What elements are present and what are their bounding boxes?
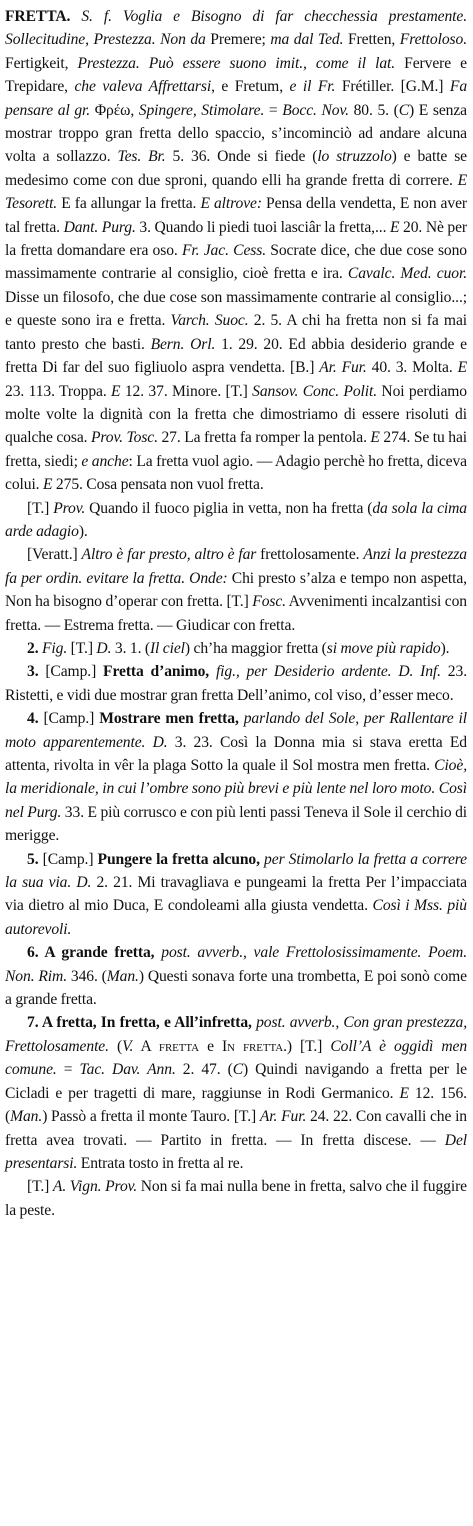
usage-note: [Veratt.] Altro è far presto, altro è far frettolosamente. Anzi la prestezza fa per ordin. evitare la fretta. Onde: Chi presto s’alza e tempo non aspetta, Non ha bisogno d’operar con fretta. [T.] Fosc. Avvenimenti incalzantisi con fretta. — Estrema fretta. — Giudicar con fretta. [5, 546, 467, 634]
sense-2: 2. Fig. [T.] D. 3. 1. (Il ciel) ch’ha maggior fretta (si move più rapido). [27, 639, 450, 657]
closing-proverb: [T.] A. Vign. Prov. Non si fa mai nulla bene in fretta, salvo che il fuggire la peste. [5, 1178, 467, 1219]
entry-definition: FRETTA. S. f. Voglia e Bisogno di far checchessia prestamente. Sollecitudine, Prestezza. Non da Premere; ma dal Ted. Fretten, Frettoloso. Fertigkeit, Prestezza. Può essere suono imit., come il lat. Fervere e Trepidare, che valeva Affrettarsi, e Fretum, e il Fr. Frétiller. [G.M.] Fa pensare al gr. Φρέω, Spingere, Stimolare. = Bocc. Nov. 80. 5. (C) E senza mostrar troppo gran fretta dello spaccio, s’incominciò ad andare alcuna volta a sollazzo. Tes. Br. 5. 36. Onde si fiede (lo struzzolo) e batte se medesimo come con due sproni, quando elli ha grande fretta di correre. E Tesorett. E fa allungar la fretta. E altrove: Pensa della vendetta, E non aver tal fretta. Dant. Purg. 3. Quando li piedi tuoi lasciâr la fretta,... E 20. Nè per la fretta domandare era oso. Fr. Jac. Cess. Socrate dice, che due cose sono massimamente contrarie al consiglio, cioè fretta e ira. Cavalc. Med. cuor. Disse un filosofo, che due cose son massimamente contrarie al consiglio...; e queste sono ira e fretta. Varch. Suoc. 2. 5. A chi ha fretta non si fa mai tanto presto che basti. Bern. Orl. 1. 29. 20. Ed abbia desiderio grande e fretta Di far del suo figliuolo aspra vendetta. [B.] Ar. Fur. 40. 3. Molta. E 23. 113. Troppa. E 12. 37. Minore. [T.] Sansov. Conc. Polit. Noi perdiamo molte volte la dignità con la fretta che dimostriamo di essere risoluti di qualche cosa. Prov. Tosc. 27. La fretta fa romper la pentola. E 274. Se tu hai fretta, siedi; e anche: La fretta vuol agio. — Adagio perchè ho fretta, diceva colui. E 275. Cosa pensata non vuol fretta. [5, 8, 468, 494]
proverb-note: [T.] Prov. Quando il fuoco piglia in vetta, non ha fretta (da sola la cima arde adagio). [5, 499, 467, 540]
sense-4: 4. [Camp.] Mostrare men fretta, parlando del Sole, per Rallentare il moto apparentemente. D. 3. 23. Così la Donna mia si stava eretta Ed attenta, rivolta in vêr la plaga Sotto la quale il Sol mostra men fretta. Cioè, la meridionale, in cui l’ombre sono più brevi e più lente nel loro moto. Così nel Purg. 33. E più corrusco e con più lenti passi Teneva il Sole il cerchio di merigge. [5, 710, 468, 845]
sense-7: 7. A fretta, In fretta, e All’infretta, post. avverb., Con gran prestezza, Frettolosamente. (V. A fretta e In fretta.) [T.] Coll’A è oggidì men comune. = Tac. Dav. Ann. 2. 47. (C) Quindi navigando a fretta per le Cicladi e per tragetti di mare, raggiunse in Rodi Germanico. E 12. 156. (Man.) Passò a fretta il monte Tauro. [T.] Ar. Fur. 24. 22. Con cavalli che in fretta avea trovati. — Partito in fretta. — In fretta discese. — Del presentarsi. Entrata tosto in fretta al re. [5, 1014, 468, 1172]
sense-5: 5. [Camp.] Pungere la fretta alcuno, per Stimolarlo la fretta a correre la sua via. D. 2. 21. Mi travagliava e pungeami la fretta Per l’impacciata via dietro al mio Duca, E condoleami alla giusta vendetta. Così i Mss. più autorevoli. [5, 850, 468, 938]
sense-6: 6. A grande fretta, post. avverb., vale Frettolosissimamente. Poem. Non. Rim. 346. (Man.) Questi sonava forte una trombetta, E poi sonò come a grande fretta. [5, 944, 468, 1009]
sense-3: 3. [Camp.] Fretta d’animo, fig., per Desiderio ardente. D. Inf. 23. Ristetti, e vidi due mostrar gran fretta Dell’animo, col viso, d’esser meco. [5, 663, 467, 704]
